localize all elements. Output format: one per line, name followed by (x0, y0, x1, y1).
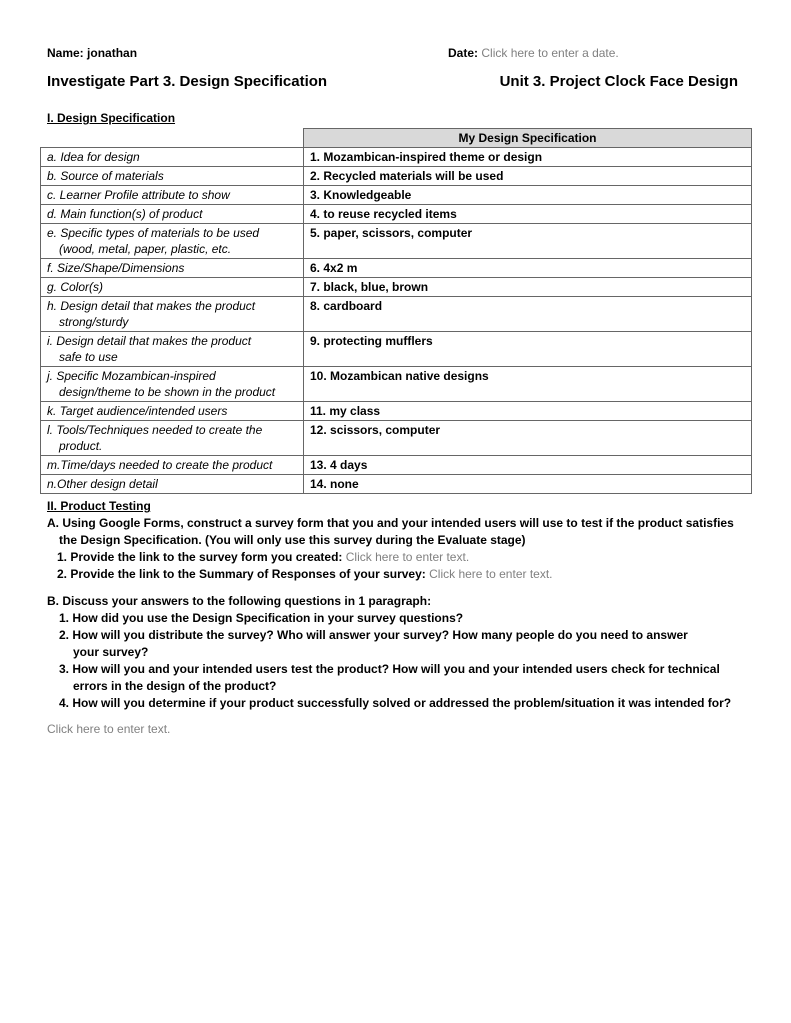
spec-answer-cell[interactable]: 12. scissors, computer (304, 421, 752, 456)
table-row (41, 278, 752, 297)
spec-criterion-label: h. Design detail that makes the product (47, 299, 256, 313)
table-row (41, 224, 752, 259)
spec-criterion-cell (41, 367, 304, 402)
spec-answer-cell[interactable]: 4. to reuse recycled items (304, 205, 752, 224)
spec-criterion-cell (41, 297, 304, 332)
instruction-b-intro: B. Discuss your answers to the following questions in 1 paragraph: (47, 594, 432, 608)
spec-criterion-label: d. Main function(s) of product (47, 207, 203, 221)
spec-answer-cell[interactable]: 6. 4x2 m (304, 259, 752, 278)
table-row (41, 475, 752, 494)
table-row (41, 259, 752, 278)
spec-criterion-label: l. Tools/Techniques needed to create the (47, 423, 263, 437)
spec-criterion-label: e. Specific types of materials to be used (47, 226, 260, 240)
name-line (47, 46, 137, 60)
spec-answer-cell[interactable]: 2. Recycled materials will be used (304, 167, 752, 186)
spec-answer-cell[interactable]: 14. none (304, 475, 752, 494)
spec-criterion-label: n.Other design detail (47, 477, 158, 491)
page-title: Investigate Part 3. Design Specification (47, 73, 328, 90)
spec-criterion-label-cont: design/theme to be shown in the product (59, 385, 276, 399)
question-1: 1. How did you use the Design Specification in your survey questions? (59, 611, 464, 625)
question-4: 4. How will you determine if your product successfully solved or addressed the problem/situation it was intended for? (59, 696, 732, 710)
table-row (41, 297, 752, 332)
spec-criterion-label: b. Source of materials (47, 169, 164, 183)
question-3-line2: errors in the design of the product? (73, 679, 277, 693)
table-header-row (41, 129, 752, 148)
name-value[interactable]: jonathan (87, 46, 138, 60)
table-row (41, 402, 752, 421)
spec-criterion-label-cont: (wood, metal, paper, plastic, etc. (59, 242, 232, 256)
table-row (41, 148, 752, 167)
date-label: Date: (448, 46, 479, 60)
spec-criterion-label: k. Target audience/intended users (47, 404, 228, 418)
spec-criterion-cell (41, 421, 304, 456)
name-label: Name: (47, 46, 84, 60)
spec-criterion-cell (41, 278, 304, 297)
spec-answer-cell[interactable]: 1. Mozambican-inspired theme or design (304, 148, 752, 167)
spec-criterion-cell (41, 148, 304, 167)
section-heading-product-testing: II. Product Testing (47, 499, 151, 513)
table-row (41, 332, 752, 367)
instruction-a-line1: A. Using Google Forms, construct a survey form that you and your intended users will use to test if the product satisfies (47, 516, 734, 530)
instruction-a-line2: the Design Specification. (You will only use this survey during the Evaluate stage) (59, 533, 526, 547)
table-row (41, 167, 752, 186)
question-2-line1: 2. How will you distribute the survey? Who will answer your survey? How many people do you need to answer (59, 628, 688, 642)
spec-answer-cell[interactable]: 3. Knowledgeable (304, 186, 752, 205)
spec-criterion-label-cont: strong/sturdy (59, 315, 129, 329)
question-2-line2: your survey? (73, 645, 149, 659)
spec-criterion-label: f. Size/Shape/Dimensions (47, 261, 185, 275)
instruction-a (47, 515, 747, 583)
spec-answer-cell[interactable]: 9. protecting mufflers (304, 332, 752, 367)
spec-criterion-cell (41, 205, 304, 224)
table-header-blank (41, 129, 304, 148)
spec-criterion-label-cont: safe to use (59, 350, 118, 364)
spec-answer-cell[interactable]: 7. black, blue, brown (304, 278, 752, 297)
table-header: My Design Specification (304, 129, 752, 148)
spec-answer-cell[interactable]: 13. 4 days (304, 456, 752, 475)
spec-criterion-cell (41, 224, 304, 259)
spec-criterion-cell (41, 186, 304, 205)
spec-answer-cell[interactable]: 8. cardboard (304, 297, 752, 332)
unit-title: Unit 3. Project Clock Face Design (499, 73, 738, 90)
design-specification-table (40, 128, 752, 494)
instruction-b (47, 593, 747, 712)
date-line (448, 46, 619, 60)
section-heading-design-specification: I. Design Specification (47, 111, 176, 125)
survey-link-field[interactable]: Click here to enter text. (345, 550, 470, 564)
table-row (41, 421, 752, 456)
instruction-a1 (47, 549, 747, 566)
spec-criterion-cell (41, 456, 304, 475)
spec-criterion-cell (41, 167, 304, 186)
spec-criterion-label: j. Specific Mozambican-inspired (47, 369, 216, 383)
spec-criterion-label: m.Time/days needed to create the product (47, 458, 273, 472)
table-row (41, 456, 752, 475)
spec-criterion-label-cont: product. (59, 439, 103, 453)
spec-answer-cell[interactable]: 5. paper, scissors, computer (304, 224, 752, 259)
summary-link-field[interactable]: Click here to enter text. (429, 567, 553, 581)
table-row (41, 205, 752, 224)
spec-answer-cell[interactable]: 10. Mozambican native designs (304, 367, 752, 402)
spec-criterion-label: a. Idea for design (47, 150, 140, 164)
spec-answer-cell[interactable]: 11. my class (304, 402, 752, 421)
spec-criterion-cell (41, 332, 304, 367)
instruction-a2 (47, 566, 747, 583)
question-3-line1: 3. How will you and your intended users test the product? How will you and your intended users check for technical (59, 662, 720, 676)
instruction-a1-text: 1. Provide the link to the survey form you created: (57, 550, 343, 564)
instruction-a2-text: 2. Provide the link to the Summary of Responses of your survey: (57, 567, 426, 581)
spec-criterion-cell (41, 402, 304, 421)
spec-criterion-label: i. Design detail that makes the product (47, 334, 252, 348)
spec-criterion-cell (41, 259, 304, 278)
spec-criterion-label: g. Color(s) (47, 280, 104, 294)
spec-criterion-label: c. Learner Profile attribute to show (47, 188, 230, 202)
table-row (41, 186, 752, 205)
date-picker-field[interactable]: Click here to enter a date. (481, 46, 619, 60)
table-row (41, 367, 752, 402)
spec-criterion-cell (41, 475, 304, 494)
answer-text-field[interactable]: Click here to enter text. (47, 722, 171, 736)
